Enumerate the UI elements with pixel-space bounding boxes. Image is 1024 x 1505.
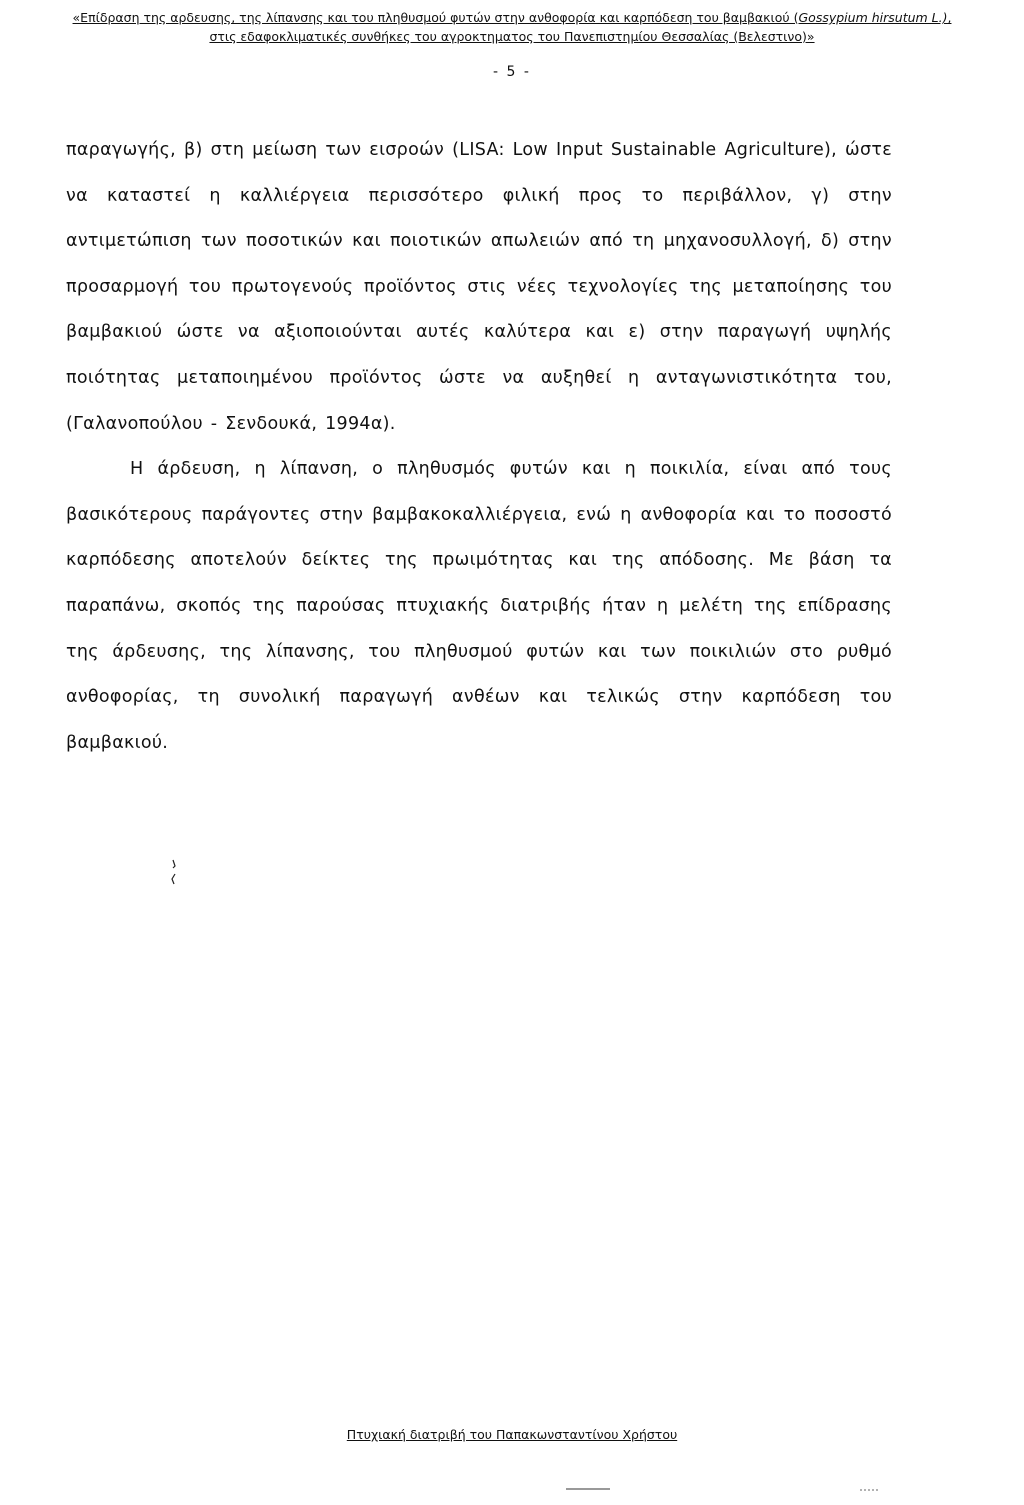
scan-artifact-lines — [560, 1484, 890, 1494]
header-species-name: Gossypium hirsutum L.) — [798, 10, 948, 25]
footer: Πτυχιακή διατριβή του Παπακωνσταντίνου Χρήστου — [346, 1427, 678, 1442]
stray-ink-mark — [170, 858, 178, 886]
running-header — [62, 8, 962, 46]
paragraph-aim: Η άρδευση, η λίπανση, ο πληθυσμός φυτών και η ποικιλία, είναι από τους βασικότερους παράγοντες στην βαμβακοκαλλιέργεια, ενώ η ανθοφορία και το ποσοστό καρπόδεσης αποτελούν δείκτες της πρωιμότητας και της απόδοσης. Με βάση τα παραπάνω, σκοπός της παρούσας πτυχιακής διατριβής ήταν η μελέτη της επίδρασης της άρδευσης, της λίπανσης, του πληθυσμού φυτών και των ποικιλιών στο ρυθμό ανθοφορίας, τη συνολική παραγωγή ανθέων και τελικώς στην καρπόδεση του βαμβακιού. — [66, 459, 892, 753]
body-text — [66, 128, 892, 766]
paragraph-continuation: παραγωγής, β) στη μείωση των εισροών (LISA: Low Input Sustainable Agriculture), ώστε να καταστεί η καλλιέργεια περισσότερο φιλική προς το περιβάλλον, γ) στην αντιμετώπιση των ποσοτικών και ποιοτικών απωλειών από τη μηχανοσυλλογή, δ) στην προσαρμογή του πρωτογενούς προϊόντος στις νέες τεχνολογίες της μεταποίησης του βαμβακιού ώστε να αξιοποιούνται αυτές καλύτερα και ε) στην παραγωγή υψηλής ποιότητας μεταποιημένου προϊόντος ώστε να αυξηθεί η ανταγωνιστικότητα του, (Γαλανοπούλου - Σενδουκά, 1994α). — [66, 140, 892, 434]
header-title-part1: «Επίδραση της αρδευσης, της λίπανσης και του πληθυσμού φυτών στην ανθοφορία και καρπόδεση του βαμβακιού ( — [72, 10, 799, 25]
page-number: - 5 - — [493, 64, 531, 80]
header-title-part2: , στις εδαφοκλιματικές συνθήκες του αγροκτηματος του Πανεπιστημίου Θεσσαλίας (Βελεστινο)» — [209, 10, 952, 44]
